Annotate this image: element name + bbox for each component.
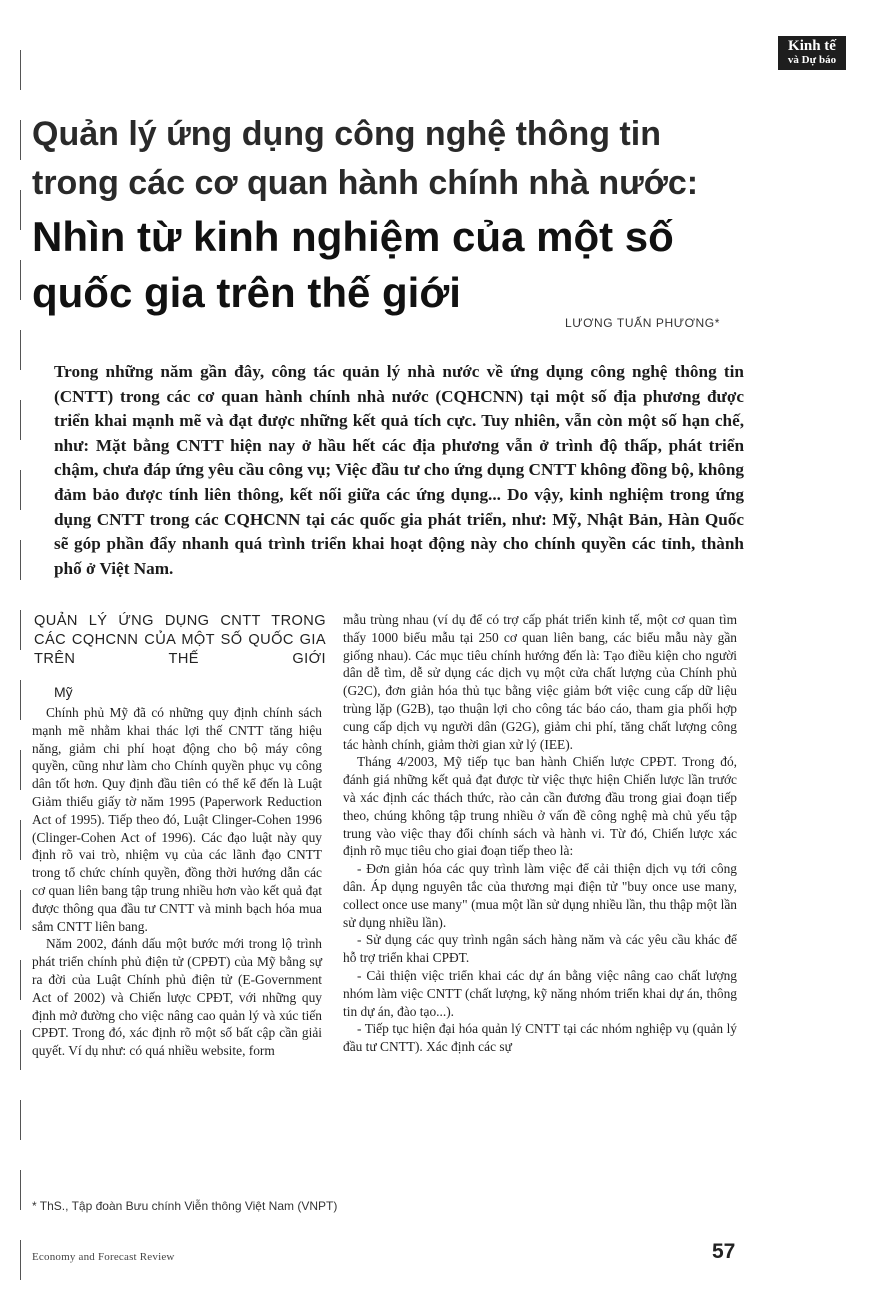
left-paragraph: Năm 2002, đánh dấu một bước mới trong lộ trình phát triển chính phủ điện tử (CPĐT) của Mỹ bằng sự ra đời của Luật Chính phủ điện tử (E-Government Act of 2002) và Chiến lược CPĐT, với những quy định mở đường cho việc nâng cao quản lý và xúc tiến CPĐT. Trong đó, xác định rõ một số bất cập cần giải quyết. Ví dụ như: có quá nhiều website, form — [32, 936, 322, 1059]
right-column — [343, 611, 737, 1056]
footnote: * ThS., Tập đoàn Bưu chính Viễn thông Việt Nam (VNPT) — [32, 1199, 338, 1213]
left-column — [32, 704, 322, 1060]
abstract: Trong những năm gần đây, công tác quản lý nhà nước về ứng dụng công nghệ thông tin (CNTT) trong các cơ quan hành chính nhà nước (CQHCNN) tại một số địa phương được triển khai mạnh mẽ và đạt được những kết quả tích cực. Tuy nhiên, vẫn còn một số hạn chế, như: Mặt bằng CNTT hiện nay ở hầu hết các địa phương vẫn ở trình độ thấp, phát triển chậm, chưa đáp ứng yêu cầu công vụ; Việc đầu tư cho ứng dụng CNTT không đồng bộ, không đảm bảo được tính liên thông, kết nối giữa các ứng dụng... Do vậy, kinh nghiệm trong ứng dụng CNTT trong các CQHCNN tại các quốc gia phát triển, như: Mỹ, Nhật Bản, Hàn Quốc sẽ góp phần đẩy nhanh quá trình triển khai hoạt động này cho chính quyền các tỉnh, thành phố ở Việt Nam. — [54, 362, 744, 578]
section-heading: QUẢN LÝ ỨNG DỤNG CNTT TRONG CÁC CQHCNN CỦA MỘT SỐ QUỐC GIA TRÊN THẾ GIỚI — [34, 613, 326, 667]
right-paragraph: - Tiếp tục hiện đại hóa quản lý CNTT tại các nhóm nghiệp vụ (quản lý đầu tư CNTT). Xác định các sự — [343, 1021, 737, 1055]
author-name: LƯƠNG TUẤN PHƯƠNG* — [565, 316, 721, 330]
logo-line-1: Kinh tế — [788, 38, 836, 54]
right-paragraph: mẫu trùng nhau (ví dụ để có trợ cấp phát triển kinh tế, một cơ quan tìm thấy 1000 biểu mẫu tại 250 cơ quan liên bang, các biểu mẫu này gần giống nhau). Các mục tiêu chính hướng đến là: Tạo điều kiện cho người dân dễ tìm, dễ sử dụng các dịch vụ một cửa chất lượng của Chính phủ (G2C), đơn giản hóa thủ tục bằng việc giảm bớt việc cung cấp dữ liệu trùng lặp (G2B), tạo thuận lợi cho công tác báo cáo, tham gia phối hợp cung cấp dịch vụ người dân (G2G), giảm chi phí, tăng chất lượng công tác hành chính, giảm thời gian xử lý (IEE). — [343, 612, 737, 752]
right-paragraph: Tháng 4/2003, Mỹ tiếp tục ban hành Chiến lược CPĐT. Trong đó, đánh giá những kết quả đạt được từ việc thực hiện Chiến lược lần trước và xác định các thách thức, rào cản cần đương đầu trong giai đoạn tiếp theo, chúng không tập trung nhiều ở vấn đề công nghệ mà chủ yếu tập trung vào việc thay đổi chính sách và hành vi. Từ đó, Chiến lược xác định rõ mục tiêu cho giai đoạn tiếp theo là: — [343, 754, 737, 859]
logo-line-2: và Dự báo — [787, 54, 837, 66]
margin-rule — [20, 50, 21, 1290]
article-title-bottom — [32, 209, 852, 321]
title-line-2: trong các cơ quan hành chính nhà nước: — [32, 164, 699, 202]
page-number: 57 — [712, 1240, 736, 1263]
right-paragraph: - Sử dụng các quy trình ngân sách hàng năm và các yêu cầu khác để hỗ trợ triển khai CPĐT. — [343, 932, 737, 966]
right-paragraph: - Đơn giản hóa các quy trình làm việc để cải thiện dịch vụ tới công dân. Áp dụng nguyên tắc của thương mại điện tử "buy once use many, collect once use many" (mua một lần sử dụng nhiều lần, thu thập một lần sử dụng nhiều lần). — [343, 861, 737, 930]
title-line-1: Quản lý ứng dụng công nghệ thông tin — [32, 115, 661, 153]
journal-logo — [778, 36, 846, 70]
subheading-usa: Mỹ — [54, 684, 73, 700]
right-paragraph: - Cải thiện việc triển khai các dự án bằng việc nâng cao chất lượng nhóm làm việc CNTT (chất lượng, kỹ năng nhóm triển khai dự án, thông tin dự án, đào tạo...). — [343, 967, 737, 1019]
title-line-4: quốc gia trên thế giới — [32, 269, 461, 316]
journal-name: Economy and Forecast Review — [32, 1251, 175, 1263]
title-line-3: Nhìn từ kinh nghiệm của một số — [32, 213, 674, 260]
left-paragraph: Chính phủ Mỹ đã có những quy định chính sách mạnh mẽ nhằm khai thác lợi thế CNTT tăng hiệu năng, giảm chi phí hoạt động cho bộ máy công quyền, cũng như làm cho Chính quyền phục vụ công dân tốt hơn. Quy định đầu tiên có thể kể đến là Luật Giảm thiểu giấy tờ năm 1995 (Paperwork Reduction Act of 1995). Tiếp theo đó, Luật Clinger-Cohen 1996 (Clinger-Cohen Act of 1996). Các đạo luật này quy định rõ vai trò, nhiệm vụ của các lãnh đạo CNTT trong tổ chức chính quyền, đồng thời hướng dẫn các cơ quan liên bang tập trung nhiều hơn vào kết quả đạt được thông qua đầu tư CNTT và minh bạch hóa mua sắm CNTT liên bang. — [32, 705, 322, 934]
article-title-top — [32, 110, 832, 208]
